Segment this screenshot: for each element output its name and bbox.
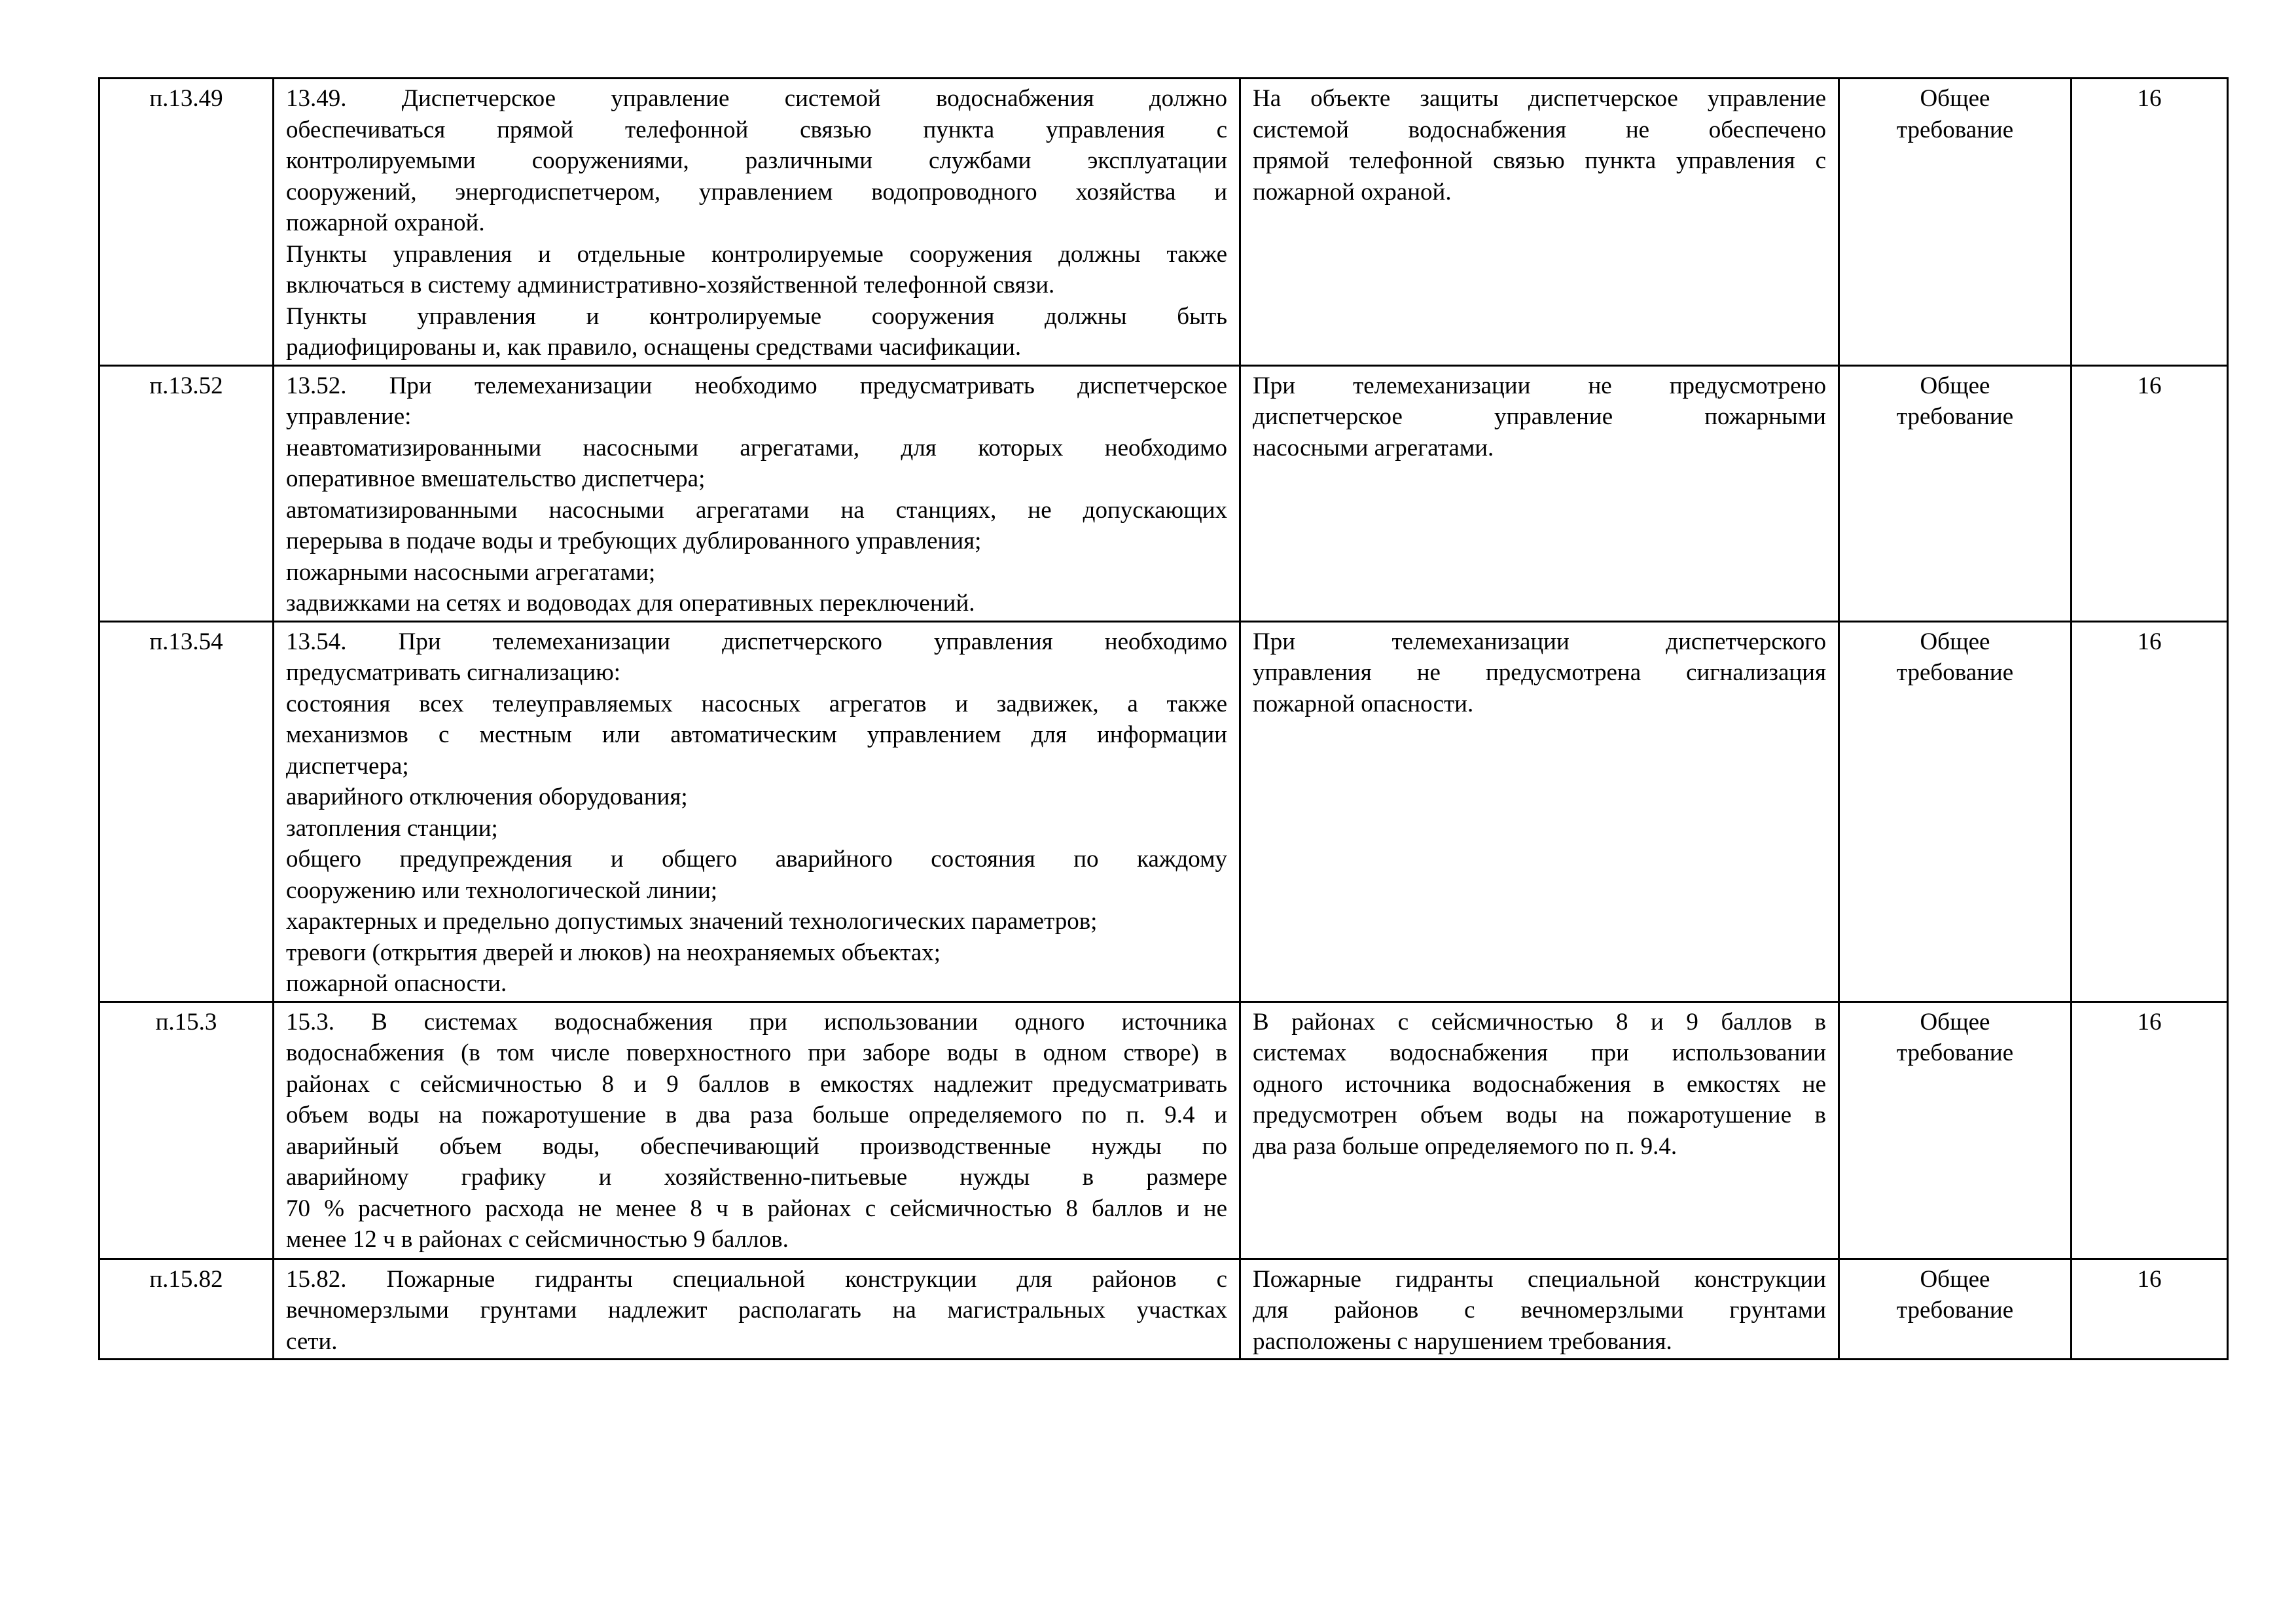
- requirement-type-line: Общее: [1920, 85, 1990, 112]
- requirement-line: сооружений, энергодиспетчером, управлением водопроводного хозяйства и: [286, 178, 1227, 206]
- violation-line: При телемеханизации диспетчерского: [1253, 628, 1826, 655]
- requirement-line: пожарной опасности.: [286, 970, 507, 997]
- requirement-line: аварийному графику и хозяйственно-питьевые нужды в размере: [286, 1164, 1227, 1191]
- clause-cell: п.13.54: [99, 621, 274, 1001]
- requirement-type-line: Общее: [1920, 372, 1990, 399]
- requirement-line: вечномерзлыми грунтами надлежит располагать на магистральных участках: [286, 1297, 1227, 1324]
- requirement-cell: [274, 365, 1240, 621]
- violation-line: прямой телефонной связью пункта управления с: [1253, 147, 1826, 174]
- violation-cell: [1240, 621, 1839, 1001]
- requirement-line: перерыва в подаче воды и требующих дублированного управления;: [286, 528, 982, 554]
- requirement-type-line: требование: [1896, 1297, 2014, 1324]
- requirement-line: 13.52. При телемеханизации необходимо предусматривать диспетчерское: [286, 372, 1227, 399]
- requirement-line: обеспечиваться прямой телефонной связью пункта управления с: [286, 116, 1227, 143]
- clause-cell: п.15.82: [99, 1259, 274, 1360]
- requirement-line: аварийный объем воды, обеспечивающий производственные нужды по: [286, 1132, 1227, 1160]
- requirement-line: водоснабжения (в том числе поверхностного при заборе воды в одном створе) в: [286, 1039, 1227, 1066]
- requirement-line: тревоги (открытия дверей и люков) на неохраняемых объектах;: [286, 939, 941, 966]
- requirement-line: объем воды на пожаротушение в два раза больше определяемого по п. 9.4 и: [286, 1102, 1227, 1128]
- violation-line: предусмотрен объем воды на пожаротушение в: [1253, 1102, 1826, 1128]
- requirement-line: 15.3. В системах водоснабжения при использовании одного источника: [286, 1008, 1227, 1036]
- requirement-line: автоматизированными насосными агрегатами на станциях, не допускающих: [286, 496, 1227, 524]
- violation-line: системах водоснабжения при использовании: [1253, 1039, 1826, 1066]
- requirement-line: оперативное вмешательство диспетчера;: [286, 465, 706, 492]
- requirement-type-cell: [1839, 621, 2072, 1001]
- violation-line: Пожарные гидранты специальной конструкции: [1253, 1265, 1826, 1293]
- requirement-type-line: Общее: [1920, 628, 1990, 655]
- requirement-line: 70 % расчетного расхода не менее 8 ч в районах с сейсмичностью 8 баллов и не: [286, 1195, 1227, 1222]
- requirement-line: аварийного отключения оборудования;: [286, 784, 688, 810]
- requirement-type-line: требование: [1896, 1039, 2014, 1066]
- requirement-line: пожарными насосными агрегатами;: [286, 558, 656, 586]
- requirement-line: характерных и предельно допустимых значений технологических параметров;: [286, 908, 1098, 935]
- requirement-line: районах с сейсмичностью 8 и 9 баллов в емкостях надлежит предусматривать: [286, 1070, 1227, 1098]
- requirement-line: предусматривать сигнализацию:: [286, 659, 621, 686]
- violation-cell: [1240, 1259, 1839, 1360]
- requirement-type-line: требование: [1896, 403, 2014, 430]
- clause-cell: п.13.49: [99, 79, 274, 366]
- violation-line: пожарной опасности.: [1253, 690, 1474, 717]
- violation-line: насосными агрегатами.: [1253, 434, 1494, 461]
- requirement-line: диспетчера;: [286, 752, 409, 780]
- requirement-type-cell: [1839, 1001, 2072, 1259]
- violation-cell: [1240, 79, 1839, 366]
- requirement-line: состояния всех телеуправляемых насосных агрегатов и задвижек, а также: [286, 690, 1227, 717]
- violation-line: При телемеханизации не предусмотрено: [1253, 372, 1826, 399]
- requirement-cell: [274, 621, 1240, 1001]
- violation-line: два раза больше определяемого по п. 9.4.: [1253, 1132, 1677, 1160]
- table-row: [99, 365, 2228, 621]
- requirement-line: общего предупреждения и общего аварийного состояния по каждому: [286, 846, 1227, 873]
- table-row: [99, 1001, 2228, 1259]
- number-cell: 16: [2072, 1259, 2228, 1360]
- requirement-type-line: требование: [1896, 659, 2014, 686]
- requirement-type-cell: [1839, 1259, 2072, 1360]
- table-row: [99, 621, 2228, 1001]
- clause-cell: п.15.3: [99, 1001, 274, 1259]
- table-row: [99, 1259, 2228, 1360]
- violation-cell: [1240, 1001, 1839, 1259]
- requirement-line: управление:: [286, 403, 412, 430]
- requirement-line: включаться в систему административно-хозяйственной телефонной связи.: [286, 272, 1055, 298]
- violation-line: одного источника водоснабжения в емкостях не: [1253, 1070, 1826, 1098]
- requirement-line: радиофицированы и, как правило, оснащены средствами часификации.: [286, 334, 1022, 361]
- number-cell: 16: [2072, 79, 2228, 366]
- requirement-line: контролируемыми сооружениями, различными службами эксплуатации: [286, 147, 1227, 174]
- requirement-line: затопления станции;: [286, 814, 498, 842]
- requirement-cell: [274, 79, 1240, 366]
- requirement-line: менее 12 ч в районах с сейсмичностью 9 баллов.: [286, 1226, 789, 1253]
- number-cell: 16: [2072, 365, 2228, 621]
- table-row: [99, 79, 2228, 366]
- violations-table-body: [99, 79, 2228, 1360]
- requirement-cell: [274, 1259, 1240, 1360]
- requirement-line: сооружению или технологической линии;: [286, 876, 718, 904]
- requirement-line: задвижками на сетях и водоводах для оперативных переключений.: [286, 590, 975, 617]
- requirement-line: Пункты управления и контролируемые сооружения должны быть: [286, 302, 1227, 330]
- requirement-line: неавтоматизированными насосными агрегатами, для которых необходимо: [286, 434, 1227, 461]
- requirement-line: пожарной охраной.: [286, 209, 485, 236]
- violation-line: диспетчерское управление пожарными: [1253, 403, 1826, 430]
- requirement-type-cell: [1839, 365, 2072, 621]
- requirement-type-cell: [1839, 79, 2072, 366]
- violation-line: На объекте защиты диспетчерское управление: [1253, 85, 1826, 112]
- requirement-type-line: требование: [1896, 116, 2014, 143]
- requirement-line: 15.82. Пожарные гидранты специальной конструкции для районов с: [286, 1265, 1227, 1293]
- number-cell: 16: [2072, 621, 2228, 1001]
- violations-table: [98, 77, 2229, 1360]
- requirement-line: сети.: [286, 1327, 338, 1355]
- requirement-line: 13.54. При телемеханизации диспетчерского управления необходимо: [286, 628, 1227, 655]
- number-cell: 16: [2072, 1001, 2228, 1259]
- violation-cell: [1240, 365, 1839, 621]
- violation-line: расположены с нарушением требования.: [1253, 1327, 1672, 1355]
- violation-line: В районах с сейсмичностью 8 и 9 баллов в: [1253, 1008, 1826, 1036]
- requirement-line: механизмов с местным или автоматическим управлением для информации: [286, 721, 1227, 748]
- requirement-type-line: Общее: [1920, 1265, 1990, 1293]
- requirement-line: 13.49. Диспетчерское управление системой водоснабжения должно: [286, 85, 1227, 112]
- violation-line: пожарной охраной.: [1253, 178, 1452, 206]
- requirement-cell: [274, 1001, 1240, 1259]
- violation-line: системой водоснабжения не обеспечено: [1253, 116, 1826, 143]
- document-sheet: [98, 77, 2227, 1360]
- violation-line: управления не предусмотрена сигнализация: [1253, 659, 1826, 686]
- violation-line: для районов с вечномерзлыми грунтами: [1253, 1297, 1826, 1324]
- requirement-type-line: Общее: [1920, 1008, 1990, 1036]
- clause-cell: п.13.52: [99, 365, 274, 621]
- requirement-line: Пункты управления и отдельные контролируемые сооружения должны также: [286, 240, 1227, 268]
